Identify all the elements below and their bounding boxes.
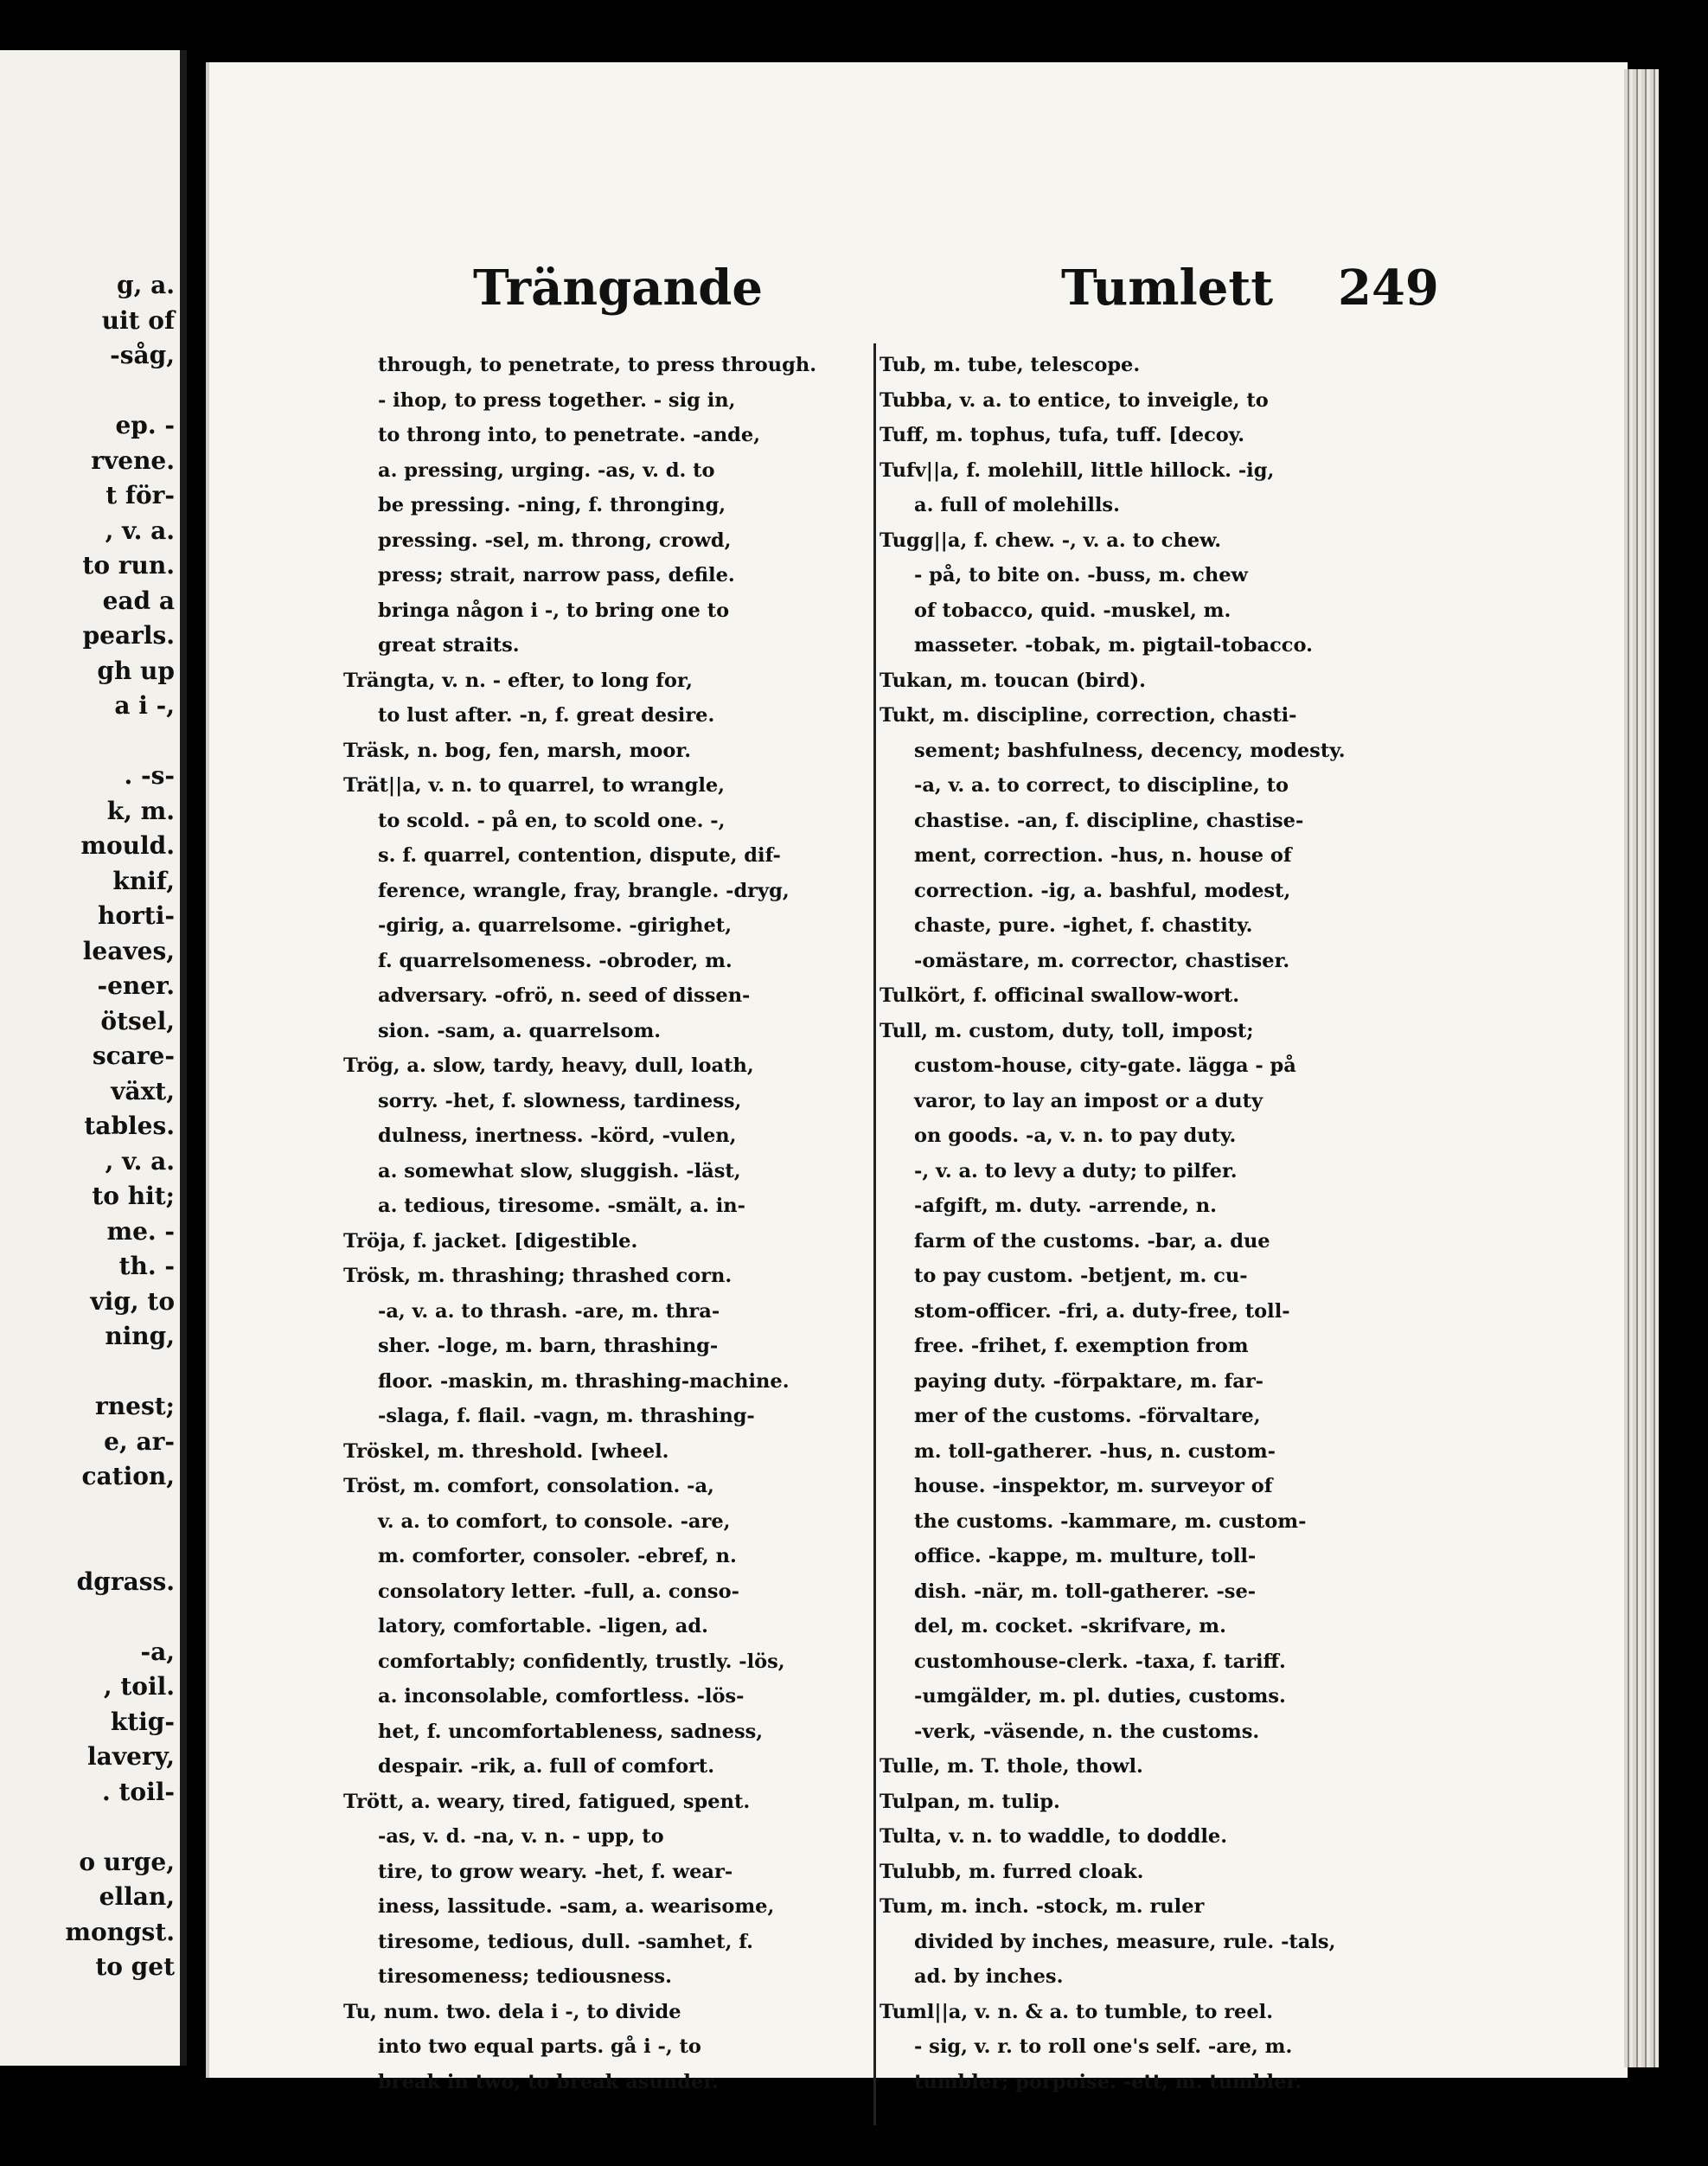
- previous-page-fragment: g, a.: [117, 271, 175, 299]
- entry-continuation-line: paying duty. -förpaktare, m. far-: [914, 1369, 1264, 1393]
- entry-continuation-line: a. full of molehills.: [914, 494, 1120, 516]
- previous-page-fragment: ellan,: [99, 1882, 175, 1911]
- previous-page-edge: [0, 50, 187, 2066]
- entry-continuation-line: a. pressing, urging. -as, v. d. to: [378, 458, 715, 482]
- entry-continuation-line: sher. -loge, m. barn, thrashing-: [378, 1335, 719, 1357]
- entry-continuation-line: -umgälder, m. pl. duties, customs.: [914, 1685, 1286, 1708]
- previous-page-fragment: leaves,: [82, 936, 175, 965]
- entry-continuation-line: dish. -när, m. toll-gatherer. -se-: [914, 1580, 1257, 1603]
- entry-continuation-line: s. f. quarrel, contention, dispute, dif-: [378, 844, 781, 867]
- page-header: [209, 260, 1628, 329]
- entry-continuation-line: -verk, -väsende, n. the customs.: [914, 1720, 1260, 1743]
- previous-page-fragment: e, ar-: [104, 1426, 175, 1456]
- previous-page-fragment: ep. -: [115, 411, 175, 439]
- previous-page-fragment: rnest;: [95, 1392, 175, 1420]
- entry-continuation-line: chastise. -an, f. discipline, chastise-: [914, 809, 1304, 832]
- entry-continuation-line: a. inconsolable, comfortless. -lös-: [378, 1685, 745, 1708]
- entry-continuation-line: the customs. -kammare, m. custom-: [914, 1509, 1307, 1533]
- entry-continuation-line: - ihop, to press together. - sig in,: [378, 388, 736, 412]
- entry-continuation-line: comfortably; confidently, trustly. -lös,: [378, 1650, 785, 1673]
- entry-continuation-line: -girig, a. quarrelsome. -girighet,: [378, 914, 732, 937]
- entry-continuation-line: despair. -rik, a. full of comfort.: [378, 1755, 715, 1778]
- entry-headword-line: Tröja, f. jacket. [digestible.: [343, 1229, 638, 1253]
- entry-headword-line: Tulpan, m. tulip.: [880, 1790, 1060, 1813]
- entry-continuation-line: -, v. a. to levy a duty; to pilfer.: [914, 1159, 1238, 1182]
- entry-continuation-line: sorry. -het, f. slowness, tardiness,: [378, 1089, 742, 1112]
- previous-page-fragment: -a,: [140, 1637, 175, 1666]
- entry-continuation-line: latory, comfortable. -ligen, ad.: [378, 1615, 708, 1637]
- previous-page-fragment: , v. a.: [105, 1146, 175, 1176]
- previous-page-fragment: t för-: [106, 481, 175, 509]
- entry-headword-line: Tulubb, m. furred cloak.: [880, 1860, 1144, 1883]
- entry-continuation-line: bringa någon i -, to bring one to: [378, 599, 730, 622]
- entry-headword-line: Tulta, v. n. to waddle, to doddle.: [880, 1825, 1228, 1848]
- previous-page-fragment: pearls.: [82, 621, 175, 650]
- entry-continuation-line: ad. by inches.: [914, 1965, 1064, 1988]
- entry-continuation-line: -a, v. a. to correct, to discipline, to: [914, 774, 1289, 797]
- entry-continuation-line: tumbler; porpoise. -ett, m. tumbler.: [914, 2070, 1302, 2093]
- entry-continuation-line: m. comforter, consoler. -ebref, n.: [378, 1545, 737, 1567]
- column-divider: [873, 343, 876, 2125]
- entry-continuation-line: -afgift, m. duty. -arrende, n.: [914, 1195, 1217, 1217]
- entry-continuation-line: office. -kappe, m. multure, toll-: [914, 1545, 1257, 1567]
- previous-page-fragment: o urge,: [79, 1847, 175, 1876]
- entry-continuation-line: through, to penetrate, to press through.: [378, 354, 817, 376]
- previous-page-fragment: -såg,: [110, 341, 175, 369]
- entry-continuation-line: farm of the customs. -bar, a. due: [914, 1229, 1270, 1253]
- previous-page-fragment: ead a: [102, 586, 175, 615]
- entry-continuation-line: floor. -maskin, m. thrashing-machine.: [378, 1369, 790, 1393]
- header-left-guide-word: Trängande: [473, 260, 764, 317]
- entry-headword-line: Trösk, m. thrashing; thrashed corn.: [343, 1265, 732, 1287]
- entry-continuation-line: ment, correction. -hus, n. house of: [914, 844, 1292, 867]
- previous-page-fragment: -ener.: [97, 971, 175, 1000]
- entry-headword-line: Tull, m. custom, duty, toll, impost;: [880, 1019, 1254, 1042]
- entry-headword-line: Tubba, v. a. to entice, to inveigle, to: [880, 388, 1269, 412]
- entry-continuation-line: mer of the customs. -förvaltare,: [914, 1405, 1261, 1427]
- entry-continuation-line: masseter. -tobak, m. pigtail-tobacco.: [914, 634, 1313, 657]
- previous-page-fragment: . toil-: [102, 1777, 175, 1806]
- entry-continuation-line: into two equal parts. gå i -, to: [378, 2035, 701, 2058]
- entry-continuation-line: pressing. -sel, m. throng, crowd,: [378, 529, 732, 552]
- entry-continuation-line: break in two, to break asunder.: [378, 2070, 719, 2093]
- previous-page-fragment: to hit;: [92, 1182, 175, 1210]
- previous-page-fragment: dgrass.: [76, 1567, 175, 1596]
- entry-continuation-line: stom-officer. -fri, a. duty-free, toll-: [914, 1299, 1290, 1323]
- entry-continuation-line: tiresome, tedious, dull. -samhet, f.: [378, 1930, 753, 1953]
- previous-page-fragment: ktig-: [110, 1707, 175, 1736]
- entry-headword-line: Trött, a. weary, tired, fatigued, spent.: [343, 1790, 751, 1813]
- entry-headword-line: Träsk, n. bog, fen, marsh, moor.: [343, 739, 692, 762]
- entry-continuation-line: correction. -ig, a. bashful, modest,: [914, 879, 1291, 902]
- entry-continuation-line: adversary. -ofrö, n. seed of dissen-: [378, 984, 751, 1007]
- previous-page-fragment: th. -: [118, 1252, 175, 1280]
- entry-continuation-line: dulness, inertness. -körd, -vulen,: [378, 1125, 737, 1147]
- entry-continuation-line: - på, to bite on. -buss, m. chew: [914, 564, 1248, 586]
- previous-page-fragment: ötsel,: [100, 1006, 175, 1035]
- entry-continuation-line: tire, to grow weary. -het, f. wear-: [378, 1860, 733, 1883]
- entry-headword-line: Tukt, m. discipline, correction, chasti-: [880, 704, 1297, 727]
- entry-continuation-line: m. toll-gatherer. -hus, n. custom-: [914, 1439, 1276, 1463]
- previous-page-fragment: a i -,: [114, 691, 175, 720]
- entry-continuation-line: house. -inspektor, m. surveyor of: [914, 1475, 1273, 1497]
- previous-page-fragment: , toil.: [103, 1672, 175, 1701]
- previous-page-fragment: gh up: [97, 656, 175, 685]
- entry-headword-line: Tufv||a, f. molehill, little hillock. -ig,: [880, 458, 1275, 482]
- previous-page-fragment: , v. a.: [105, 516, 175, 545]
- entry-continuation-line: to scold. - på en, to scold one. -,: [378, 809, 726, 832]
- previous-page-fragment: cation,: [81, 1462, 175, 1490]
- entry-continuation-line: iness, lassitude. -sam, a. wearisome,: [378, 1895, 775, 1918]
- previous-page-fragment: scare-: [92, 1041, 175, 1070]
- entry-continuation-line: varor, to lay an impost or a duty: [914, 1089, 1263, 1112]
- previous-page-fragment: k, m.: [106, 796, 175, 825]
- previous-page-fragment: vig, to: [90, 1286, 175, 1316]
- entry-continuation-line: het, f. uncomfortableness, sadness,: [378, 1720, 764, 1743]
- dictionary-page: [206, 62, 1628, 2093]
- left-column: [343, 348, 880, 2099]
- entry-headword-line: Tulkört, f. officinal swallow-wort.: [880, 984, 1240, 1007]
- entry-continuation-line: v. a. to comfort, to console. -are,: [378, 1509, 731, 1533]
- previous-page-fragment: mongst.: [65, 1917, 175, 1946]
- entry-continuation-line: ference, wrangle, fray, brangle. -dryg,: [378, 879, 790, 902]
- entry-continuation-line: a. tedious, tiresome. -smält, a. in-: [378, 1195, 745, 1217]
- entry-continuation-line: to pay custom. -betjent, m. cu-: [914, 1265, 1248, 1287]
- entry-headword-line: Tulle, m. T. thole, thowl.: [880, 1755, 1143, 1778]
- entry-headword-line: Tub, m. tube, telescope.: [880, 354, 1141, 376]
- previous-page-fragment: ning,: [105, 1322, 175, 1350]
- entry-continuation-line: f. quarrelsomeness. -obroder, m.: [378, 949, 732, 972]
- entry-continuation-line: -a, v. a. to thrash. -are, m. thra-: [378, 1299, 720, 1323]
- entry-continuation-line: chaste, pure. -ighet, f. chastity.: [914, 914, 1253, 937]
- entry-headword-line: Trängta, v. n. - efter, to long for,: [343, 669, 693, 692]
- previous-page-fragment: rvene.: [91, 445, 175, 475]
- entry-headword-line: Tröst, m. comfort, consolation. -a,: [343, 1475, 714, 1497]
- entry-continuation-line: customhouse-clerk. -taxa, f. tariff.: [914, 1650, 1286, 1673]
- entry-continuation-line: a. somewhat slow, sluggish. -läst,: [378, 1159, 741, 1182]
- previous-page-fragment: lavery,: [87, 1742, 175, 1771]
- entry-continuation-line: sement; bashfulness, decency, modesty.: [914, 739, 1346, 762]
- entry-continuation-line: press; strait, narrow pass, defile.: [378, 564, 735, 586]
- previous-page-fragment: to get: [95, 1952, 175, 1981]
- entry-continuation-line: to throng into, to penetrate. -ande,: [378, 424, 761, 446]
- previous-page-fragment: horti-: [98, 901, 175, 930]
- previous-page-fragment: mould.: [80, 831, 175, 860]
- previous-page-fragment: me. -: [106, 1216, 175, 1246]
- entry-headword-line: Tu, num. two. dela i -, to divide: [343, 2000, 681, 2023]
- entry-continuation-line: tiresomeness; tediousness.: [378, 1965, 672, 1988]
- page-number: 249: [1338, 260, 1439, 317]
- entry-continuation-line: great straits.: [378, 634, 520, 657]
- entry-continuation-line: -as, v. d. -na, v. n. - upp, to: [378, 1825, 664, 1848]
- entry-continuation-line: -slaga, f. flail. -vagn, m. thrashing-: [378, 1405, 755, 1427]
- right-column: [880, 348, 1433, 2099]
- entry-continuation-line: consolatory letter. -full, a. conso-: [378, 1580, 739, 1603]
- entry-headword-line: Tum, m. inch. -stock, m. ruler: [880, 1895, 1205, 1918]
- entry-continuation-line: be pressing. -ning, f. thronging,: [378, 494, 726, 516]
- entry-continuation-line: divided by inches, measure, rule. -tals,: [914, 1930, 1336, 1953]
- entry-headword-line: Trög, a. slow, tardy, heavy, dull, loath,: [343, 1054, 754, 1077]
- entry-continuation-line: custom-house, city-gate. lägga - på: [914, 1054, 1296, 1077]
- previous-page-fragment: uit of: [101, 305, 175, 335]
- entry-continuation-line: -omästare, m. corrector, chastiser.: [914, 949, 1290, 972]
- entry-continuation-line: - sig, v. r. to roll one's self. -are, m.: [914, 2035, 1293, 2058]
- entry-headword-line: Tuml||a, v. n. & a. to tumble, to reel.: [880, 2000, 1274, 2023]
- page-stack-edge: [1624, 69, 1659, 2067]
- entry-continuation-line: of tobacco, quid. -muskel, m.: [914, 599, 1231, 622]
- entry-headword-line: Tukan, m. toucan (bird).: [880, 669, 1146, 692]
- previous-page-fragment: växt,: [111, 1076, 175, 1105]
- previous-page-fragment: knif,: [112, 866, 175, 895]
- entry-continuation-line: del, m. cocket. -skrifvare, m.: [914, 1615, 1226, 1637]
- header-right-guide-word: Tumlett: [1061, 260, 1274, 317]
- previous-page-fragment: . -s-: [124, 761, 175, 790]
- entry-continuation-line: sion. -sam, a. quarrelsom.: [378, 1019, 662, 1042]
- entry-headword-line: Tugg||a, f. chew. -, v. a. to chew.: [880, 529, 1222, 552]
- entry-continuation-line: to lust after. -n, f. great desire.: [378, 704, 715, 727]
- entry-continuation-line: on goods. -a, v. n. to pay duty.: [914, 1125, 1237, 1147]
- entry-headword-line: Tuff, m. tophus, tufa, tuff. [decoy.: [880, 424, 1245, 446]
- previous-page-fragment: tables.: [84, 1112, 175, 1140]
- entry-headword-line: Tröskel, m. threshold. [wheel.: [343, 1439, 669, 1463]
- entry-headword-line: Trät||a, v. n. to quarrel, to wrangle,: [343, 774, 726, 797]
- previous-page-fragment: to run.: [82, 551, 175, 580]
- entry-continuation-line: free. -frihet, f. exemption from: [914, 1335, 1249, 1357]
